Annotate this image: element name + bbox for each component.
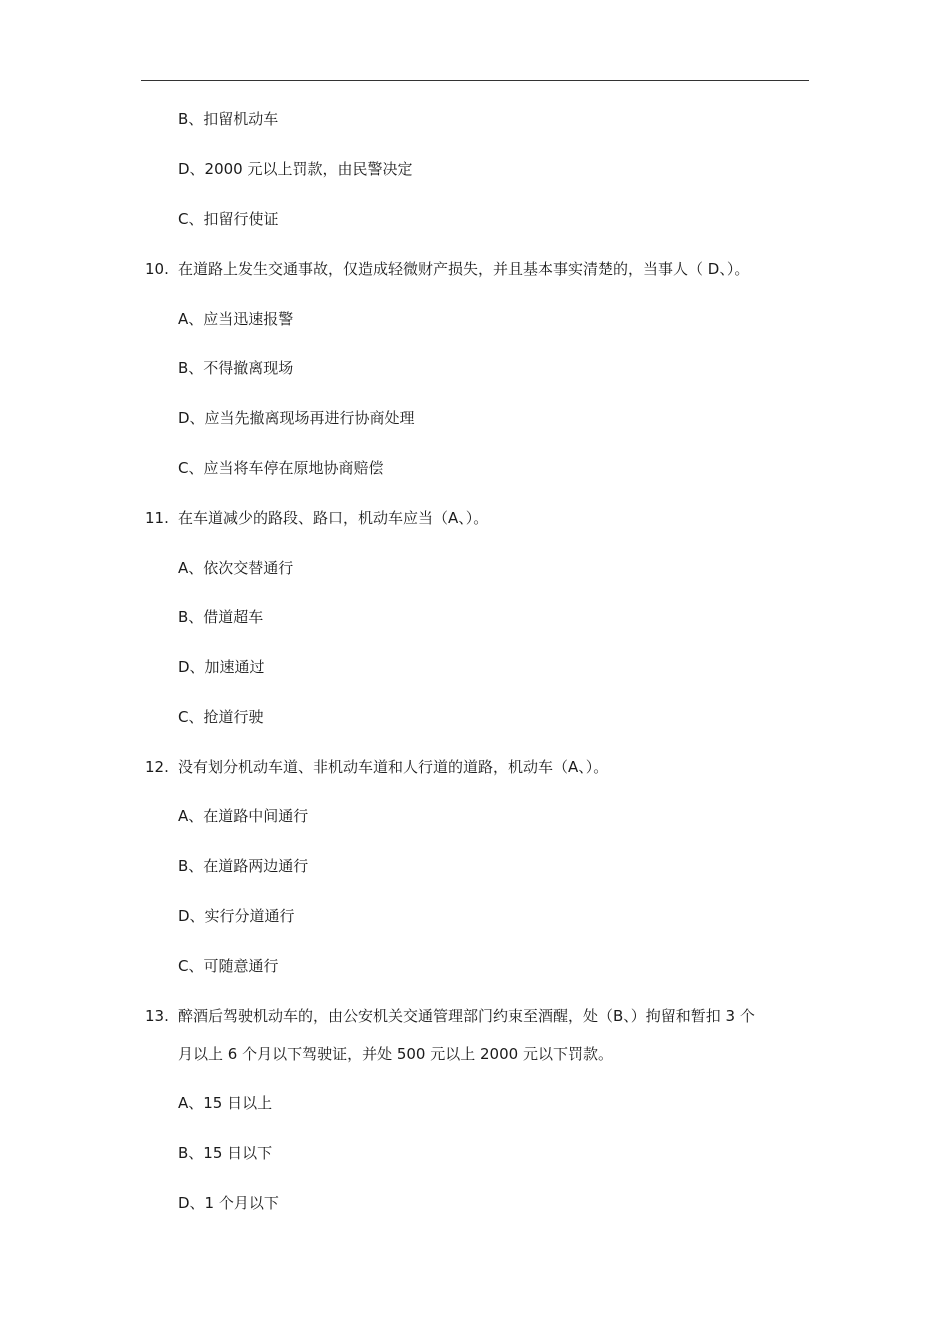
question-text: 在道路上发生交通事故，仅造成轻微财产损失，并且基本事实清楚的，当事人（ D、）。 xyxy=(178,260,750,278)
option-item: B、借道超车 xyxy=(178,608,264,626)
option-item: A、依次交替通行 xyxy=(178,559,294,577)
option-item: B、扣留机动车 xyxy=(178,110,279,128)
option-item: A、在道路中间通行 xyxy=(178,807,309,825)
option-item: A、15 日以上 xyxy=(178,1094,273,1112)
option-item: C、扣留行使证 xyxy=(178,210,279,228)
option-item: D、2000 元以上罚款，由民警决定 xyxy=(178,160,413,178)
option-item: C、应当将车停在原地协商赔偿 xyxy=(178,459,384,477)
question-number: 11. xyxy=(145,509,169,527)
option-item: B、不得撤离现场 xyxy=(178,359,294,377)
option-item: C、抢道行驶 xyxy=(178,708,264,726)
option-item: D、实行分道通行 xyxy=(178,907,295,925)
option-item: B、15 日以下 xyxy=(178,1144,273,1162)
question-text: 在车道减少的路段、路口，机动车应当（A、）。 xyxy=(178,509,489,527)
question-text: 没有划分机动车道、非机动车道和人行道的道路，机动车（A、）。 xyxy=(178,758,609,776)
option-item: D、应当先撤离现场再进行协商处理 xyxy=(178,409,415,427)
header-rule xyxy=(141,80,809,81)
question-number: 12. xyxy=(145,758,169,776)
question-text: 醉酒后驾驶机动车的，由公安机关交通管理部门约束至酒醒，处（B、）拘留和暂扣 3 个 xyxy=(178,1007,755,1025)
question-number: 13. xyxy=(145,1007,169,1025)
option-item: A、应当迅速报警 xyxy=(178,310,294,328)
question-text-continuation: 月以上 6 个月以下驾驶证，并处 500 元以上 2000 元以下罚款。 xyxy=(178,1045,613,1063)
option-item: B、在道路两边通行 xyxy=(178,857,309,875)
option-item: D、1 个月以下 xyxy=(178,1194,279,1212)
option-item: D、加速通过 xyxy=(178,658,265,676)
question-number: 10. xyxy=(145,260,169,278)
option-item: C、可随意通行 xyxy=(178,957,279,975)
